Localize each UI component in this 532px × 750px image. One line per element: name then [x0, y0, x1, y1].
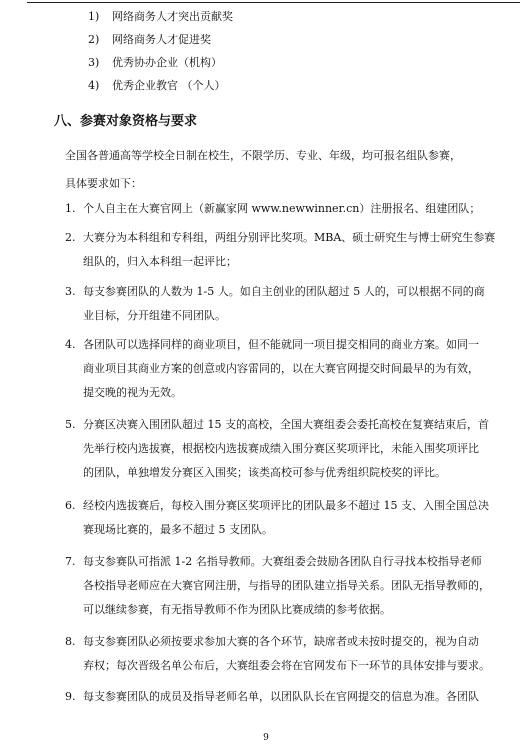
requirement-line: 各团队可以选择同样的商业项目，但不能就同一项目提交相同的商业方案。如同一 [83, 338, 479, 351]
requirement-line: 各校指导老师应在大赛官网注册，与指导的团队建立指导关系。团队无指导教师的， [83, 579, 490, 592]
award-item [88, 33, 211, 47]
award-number: 2) [88, 33, 100, 46]
requirement-line: 先举行校内选拔赛，根据校内选拔赛成绩入围分赛区奖项评比，未能入围奖项评比 [83, 442, 479, 455]
requirement-line: 每支参赛团队必须按要求参加大赛的各个环节，缺席者或未按时提交的，视为自动 [83, 635, 479, 648]
requirement-line: 弃权；每次晋级名单公布后，大赛组委会将在官网发布下一环节的具体安排与要求。 [83, 659, 490, 672]
requirement-number: 9. [65, 690, 76, 703]
requirement-number: 7. [65, 555, 76, 568]
requirement-number: 2. [65, 231, 76, 244]
requirement-line: 组队的，归入本科组一起评比； [83, 255, 237, 268]
requirement-line: 业目标，分开组建不同团队。 [83, 309, 226, 322]
requirement-line: 赛现场比赛的，最多不超过 5 支团队。 [83, 523, 273, 536]
requirement-line: 每支参赛队可指派 1-2 名指导教师。大赛组委会鼓励各团队自行寻找本校指导老师 [83, 555, 482, 568]
award-item [88, 79, 226, 93]
requirement-line: 每支参赛团队的成员及指导老师名单，以团队队长在官网提交的信息为准。各团队 [83, 690, 479, 703]
requirement-line: 每支参赛团队的人数为 1-5 人。如自主创业的团队超过 5 人的，可以根据不同的商 [83, 285, 485, 298]
award-text: 网络商务人才促进奖 [112, 33, 211, 46]
requirement-line: 分赛区决赛入围团队超过 15 支的高校，全国大赛组委会委托高校在复赛结束后，首 [83, 418, 489, 431]
award-number: 4) [88, 79, 100, 92]
requirement-line: 商业项目其商业方案的创意或内容雷同的，以在大赛官网提交时间最早的为有效， [83, 362, 479, 375]
requirement-line: 个人自主在大赛官网上（新赢家网 www.newwinner.cn）注册报名、组建团队； [83, 202, 481, 215]
requirement-line: 大赛分为本科组和专科组，两组分别评比奖项。MBA、硕士研究生与博士研究生参赛 [83, 231, 496, 244]
page-number: 9 [263, 733, 269, 743]
requirement-line: 经校内选拔赛后，每校入围分赛区奖项评比的团队最多不超过 15 支、入围全国总决 [83, 499, 489, 512]
requirement-number: 1. [65, 202, 76, 215]
requirement-line: 可以继续参赛，有无指导教师不作为团队比赛成绩的参考依据。 [83, 603, 391, 616]
intro-paragraph-continued: 具体要求如下： [65, 177, 142, 190]
award-item [88, 56, 222, 70]
top-rule [27, 2, 520, 3]
requirement-line: 的团队，单独增发分赛区入围奖；该类高校可参与优秀组织院校奖的评比。 [83, 466, 446, 479]
requirement-number: 3. [65, 285, 76, 298]
award-number: 3) [88, 56, 100, 69]
award-text: 网络商务人才突出贡献奖 [112, 10, 233, 23]
section-heading: 八、参赛对象资格与要求 [54, 114, 198, 129]
requirement-number: 4. [65, 338, 76, 351]
award-item [88, 10, 233, 24]
award-text: 优秀企业教官 （个人） [112, 79, 226, 92]
requirement-line: 提交晚的视为无效。 [83, 386, 182, 399]
requirement-number: 8. [65, 635, 76, 648]
requirement-number: 5. [65, 418, 76, 431]
intro-paragraph: 全国各普通高等学校全日制在校生，不限学历、专业、年级，均可报名组队参赛， [65, 149, 461, 162]
award-text: 优秀协办企业（机构） [112, 56, 222, 69]
award-number: 1) [88, 10, 100, 23]
requirement-number: 6. [65, 499, 76, 512]
